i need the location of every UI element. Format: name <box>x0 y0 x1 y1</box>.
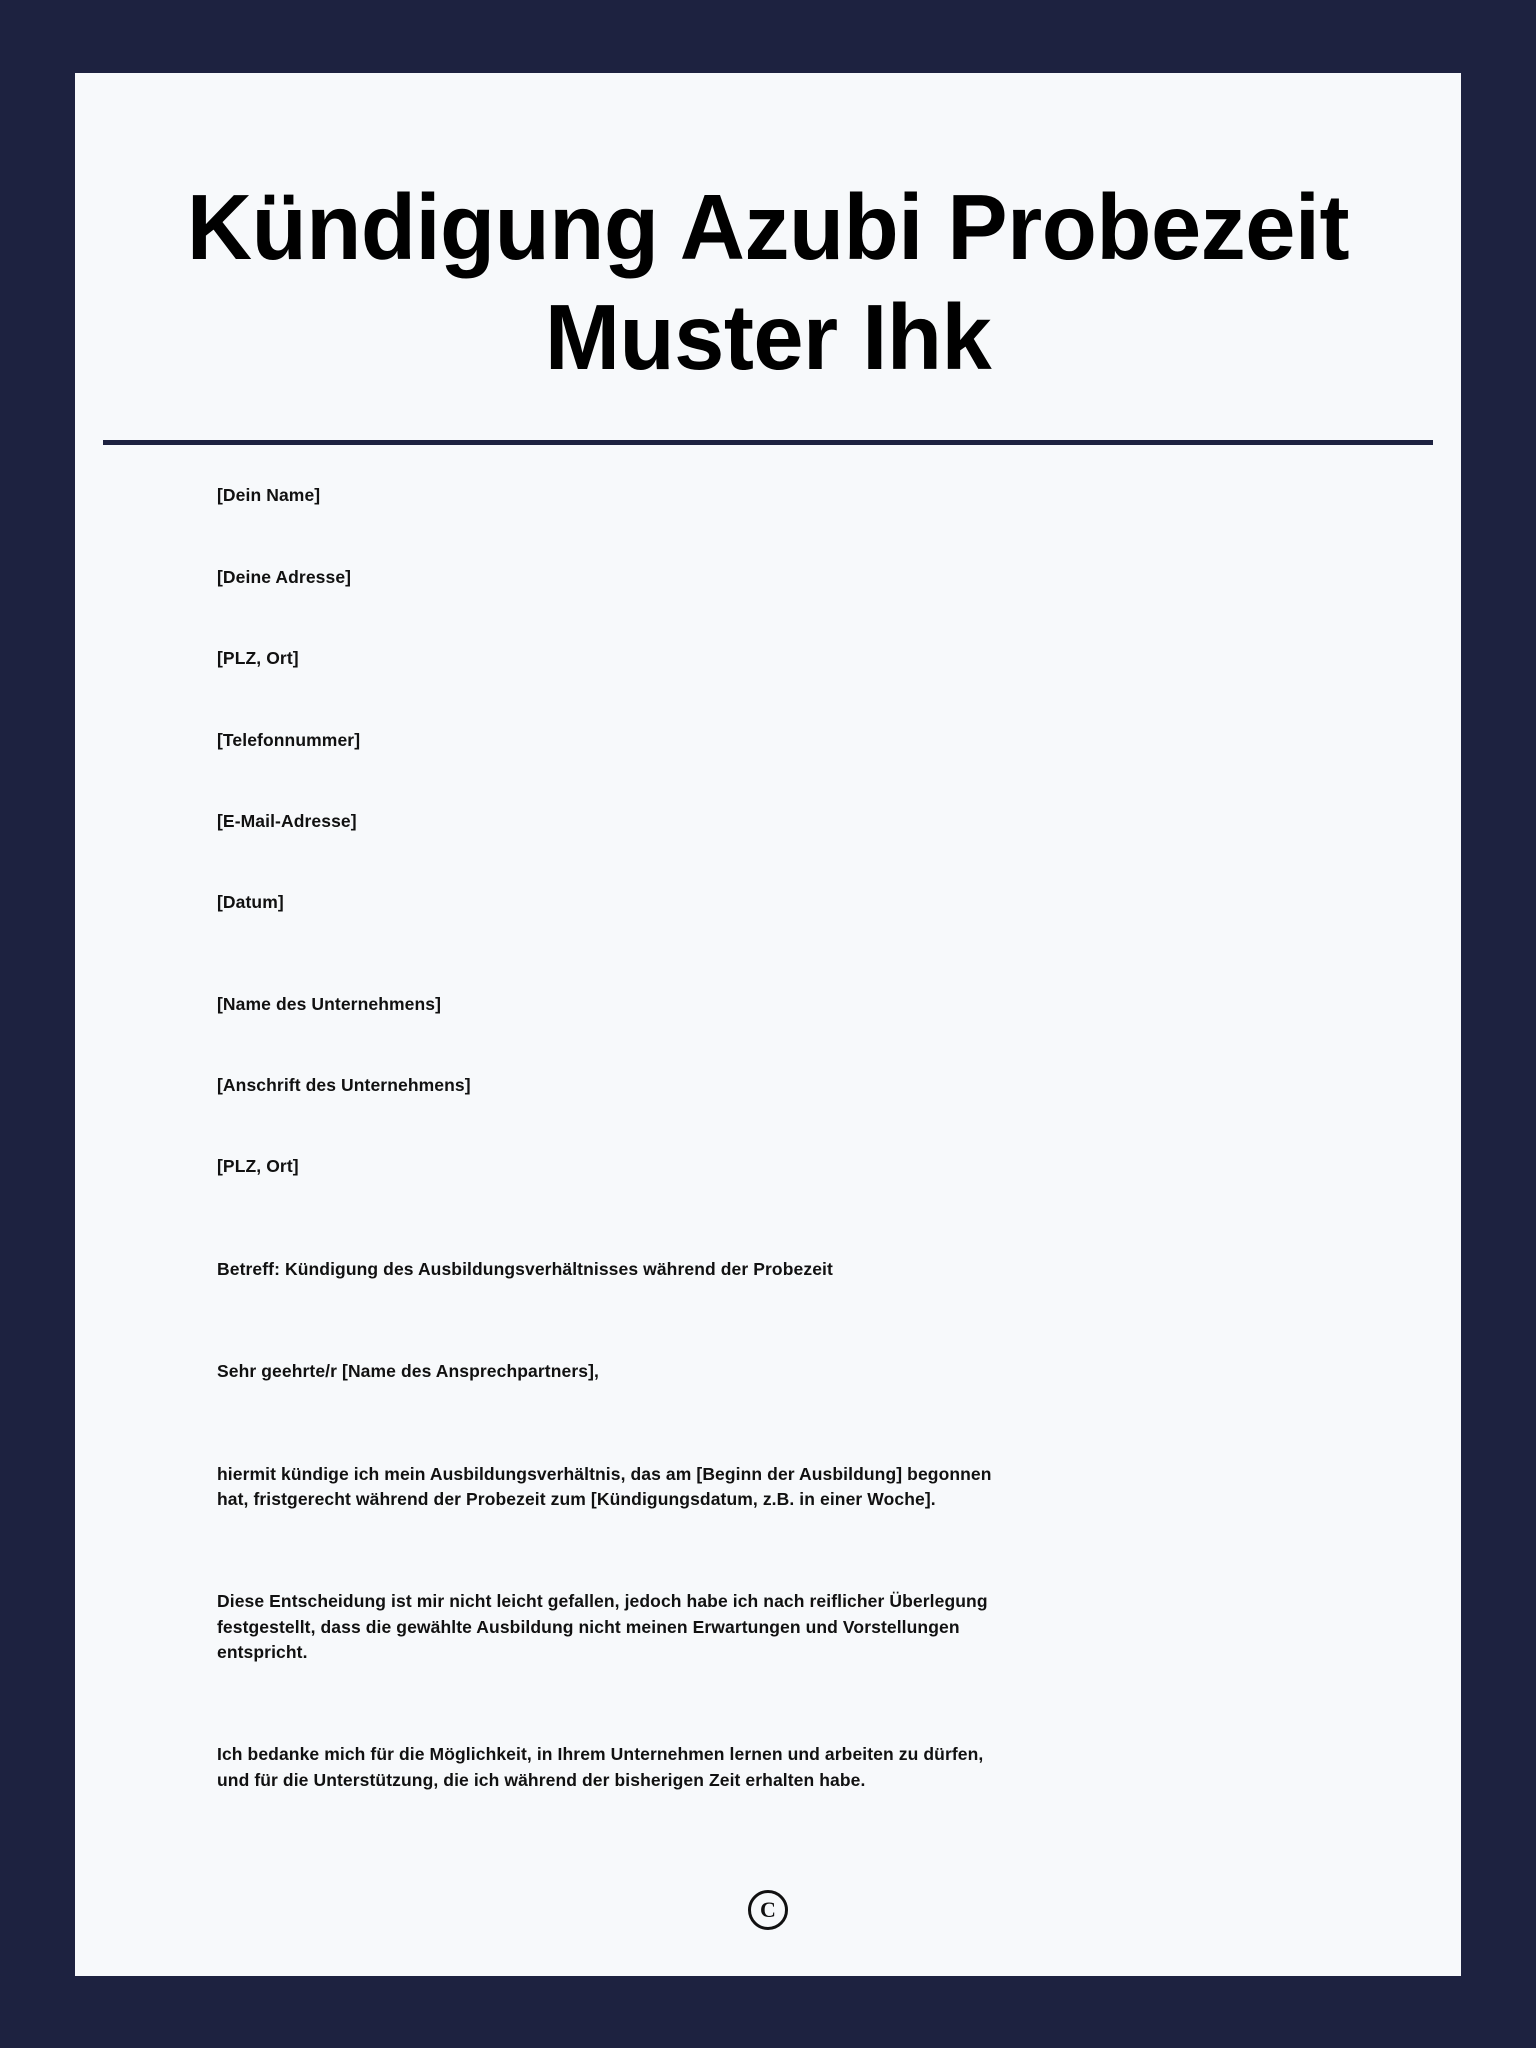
sender-phone: [Telefonnummer] <box>217 729 361 750</box>
sender-address: [Deine Adresse] <box>217 566 352 587</box>
sender-email: [E-Mail-Adresse] <box>217 810 357 831</box>
recipient-address: [Anschrift des Unternehmens] <box>217 1075 471 1096</box>
letter-subject: Betreff: Kündigung des Ausbildungsverhältnisses während der Probezeit <box>217 1258 833 1279</box>
letter-date: [Datum] <box>217 892 284 913</box>
letter-paragraph-1: hiermit kündige ich mein Ausbildungsverhältnis, das am [Beginn der Ausbildung] begonnen hat, fristgerecht während der Probezeit zum [Kündigungsdatum, z.B. in einer Woche]. <box>217 1463 992 1509</box>
page-footer <box>75 1890 1461 1930</box>
recipient-city: [PLZ, Ort] <box>217 1156 299 1177</box>
page-title: Kündigung Azubi Probezeit Muster Ihk <box>186 175 1350 389</box>
copyright-icon: C <box>748 1890 788 1930</box>
sender-city: [PLZ, Ort] <box>217 648 299 669</box>
letter-body <box>75 445 1461 1793</box>
letter-paragraph-3: Ich bedanke mich für die Möglichkeit, in Ihrem Unternehmen lernen und arbeiten zu dürfen, und für die Unterstützung, die ich während der bisherigen Zeit erhalten habe. <box>217 1744 984 1790</box>
letter-salutation: Sehr geehrte/r [Name des Ansprechpartners], <box>217 1361 599 1382</box>
sender-name: [Dein Name] <box>217 485 321 506</box>
recipient-company: [Name des Unternehmens] <box>217 993 442 1014</box>
title-block <box>75 73 1461 392</box>
document-page <box>75 73 1461 1976</box>
letter-paragraph-2: Diese Entscheidung ist mir nicht leicht gefallen, jedoch habe ich nach reiflicher Überlegung festgestellt, dass die gewählte Ausbildung nicht meinen Erwartungen und Vorstellungen entspricht. <box>217 1591 988 1663</box>
